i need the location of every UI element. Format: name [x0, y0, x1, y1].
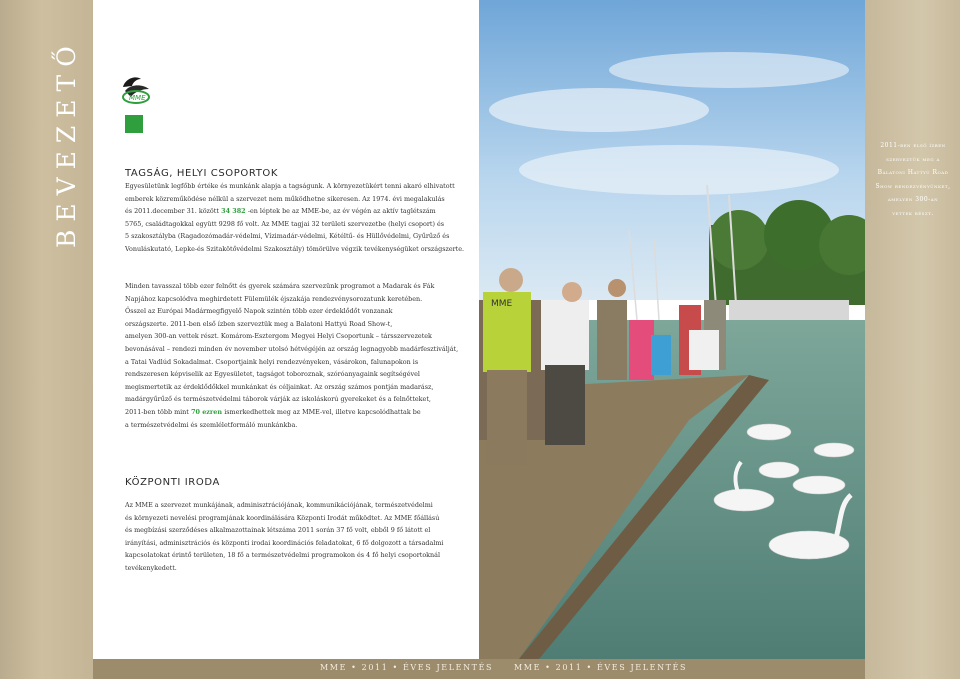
- text-line: 5765, családtagokkal együtt 9298 fő volt. Az MME tagjai 32 területi szervezetbe (helyi csoport) és: [125, 219, 445, 228]
- vest-text: MME: [491, 299, 513, 309]
- green-accent-square: [125, 115, 143, 133]
- swans-pier-photo: [479, 0, 865, 659]
- text-line: Minden tavasszal több ezer felnőtt és gyerek számára szervezünk programot a Madarak és Fák: [125, 282, 435, 290]
- section2-paragraph1: [125, 499, 470, 575]
- text-line: amelyen 300-an: [887, 196, 939, 203]
- text-line: Balatoni Hattyú Road: [877, 169, 949, 176]
- text-line: emberek közreműködése nélkül a szervezet nem működhetne sikeresen. Az 1974. évi megalakulás: [125, 194, 445, 203]
- text-line: Napjához kapcsolódva meghirdetett Fülemülék éjszakája rendezvénysorozatunk keretében.: [125, 294, 423, 303]
- text-line: irányítási, adminisztrációs és központi irodai koordinációs feladatokat, 6 fő dolgozott a társadalmi: [125, 538, 444, 547]
- footer-text-left: MME • 2011 • ÉVES JELENTÉS: [320, 663, 494, 672]
- text-line: rendszeresen képviselik az Egyesületet, tagságot toboroznak, szóróanyagaink segítségével: [125, 370, 420, 379]
- section-heading-office: KÖZPONTI IRODA: [125, 477, 220, 488]
- text-line: Egyesületünk legfőbb értéke és munkánk alapja a tagságunk. A környezetükért tenni akaró elhivatott: [125, 182, 455, 190]
- text-line: bevonásával – rendezi minden év november utolsó hétvégéjén az ország legnagyobb madárfesztiválját,: [125, 344, 459, 353]
- logo-text: MME: [129, 94, 146, 102]
- highlighted-number: 70 ezren: [188, 407, 225, 416]
- right-paper-margin: [865, 0, 960, 679]
- mme-bird-logo-icon: [119, 73, 153, 109]
- text-line: Show rendezvényünket,: [875, 182, 951, 190]
- text-line: a Tatai Vadlúd Sokadalmat. Csoportjaink helyi rendezvényeken, vásárokon, falunapokon is: [125, 357, 419, 366]
- text-line: országszerte. 2011-ben első ízben szerveztük meg a Balatoni Hattyú Road Show-t,: [125, 319, 393, 328]
- text-line: amelyen 300-an vettek részt. Komárom-Esztergom Megyei Helyi Csoportunk – társszervezetek: [125, 332, 432, 341]
- text-line: szerveztük meg a: [886, 155, 940, 163]
- section-heading-membership: TAGSÁG, HELYI CSOPORTOK: [125, 168, 279, 179]
- text-line: 5 szakosztályba (Ragadozómadár-védelmi, Vízimadár-védelmi, Kétéltű- és Hüllővédelmi, Gyűrűző és: [125, 232, 450, 241]
- text-line: és környezeti nevelési programjának koordinálására Központi Irodát működtet. Az MME főállású: [125, 513, 440, 522]
- text-line: madárgyűrűző és természetvédelmi táborok várják az iskoláskorú gyerekeket és a felnőtteket,: [125, 395, 431, 404]
- highlighted-number: 34 382: [218, 207, 248, 216]
- text-line: a természetvédelmi és szemléletformáló munkánkba.: [125, 420, 298, 429]
- section1-paragraph2: [125, 280, 470, 431]
- text-line: vettek részt.: [892, 209, 934, 217]
- text-line: megismertetik az érdeklődőkkel munkánkat és céljainkat. Az ország számos pontján madarász,: [125, 382, 434, 391]
- footer-text-right: MME • 2011 • ÉVES JELENTÉS: [514, 663, 688, 672]
- text-line: kapcsolatokat érintő területen, 18 fő a természetvédelmi programokon és 4 fő helyi csoportoknál: [125, 551, 441, 560]
- section1-paragraph1: [125, 180, 470, 256]
- text-line: Az MME a szervezet munkájának, adminisztrációjának, kommunikációjának, természetvédelmi: [125, 501, 433, 509]
- text-line: 2011-ben több mint 70 ezren ismerkedhettek meg az MME-vel, illetve kapcsolódhattak be: [125, 407, 421, 416]
- text-line: tevékenykedett.: [125, 563, 177, 572]
- vertical-section-title: BEVEZETŐ: [52, 38, 81, 248]
- text-line: 2011-ben első ízben: [880, 142, 946, 149]
- text-line: és 2011.december 31. között 34 382 -en léptek be az MME-be, az év végén az aktív taglétszám: [125, 207, 436, 216]
- photo-caption: [868, 139, 958, 220]
- text-line: és megbízási szerződéses alkalmazottainak létszáma 2011 során 37 fő volt, ebből 9 fő látott el: [125, 526, 431, 535]
- text-line: Ősszel az Európai Madármegfigyelő Napok szintén több ezer érdeklődőt vonzanak: [125, 307, 393, 316]
- text-line: Vonuláskutató, Lepke-és Szitakötővédelmi Szakosztály) tömörülve végzik tevékenységüket országszerte.: [125, 244, 465, 253]
